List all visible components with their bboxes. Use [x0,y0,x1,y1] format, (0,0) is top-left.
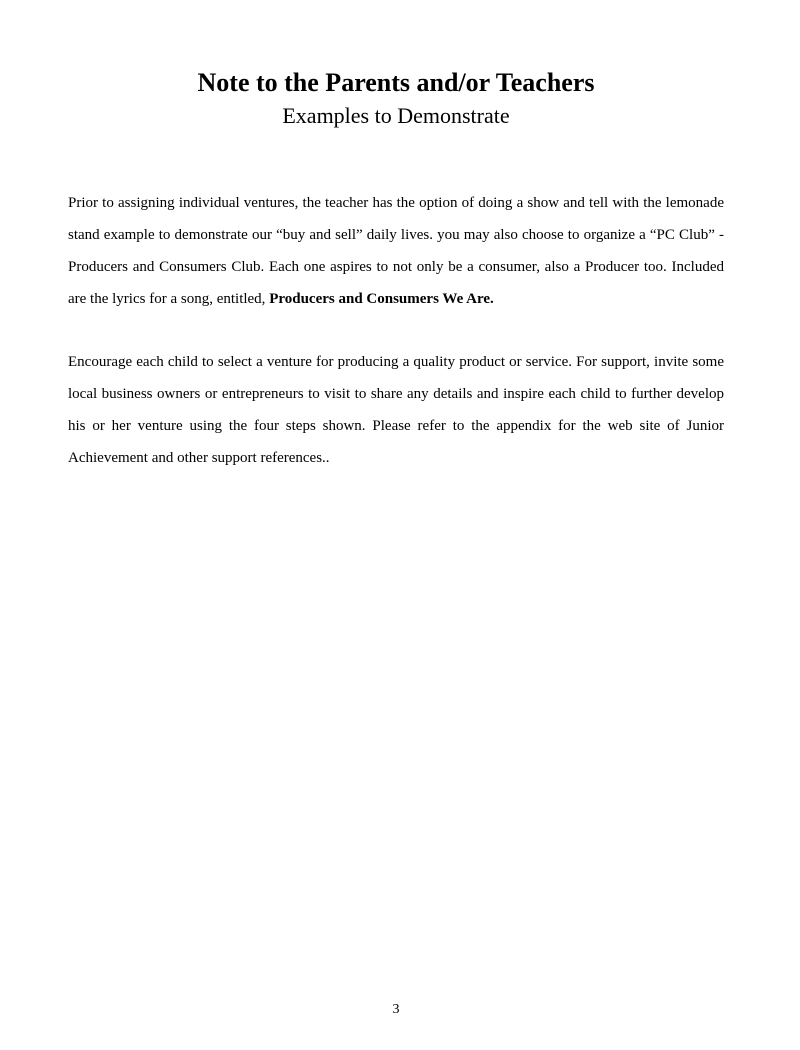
page-title: Note to the Parents and/or Teachers [197,68,595,97]
page-number: 3 [392,1002,400,1017]
paragraph-encourage: Encourage each child to select a venture for producing a quality product or service. For support, invite some local business owners or entrepreneurs to visit to share any details and inspire each child to further develop his or her venture using the four steps shown. Please refer to the appendix for the web site of Junior Achievement and other support references.. [68,354,724,466]
page-subtitle: Examples to Demonstrate [282,103,510,128]
song-title: Producers and Consumers We Are. [269,291,494,307]
paragraph-intro [68,187,724,315]
paragraph-intro-text: Prior to assigning individual ventures, the teacher has the option of doing a show and tell with the lemonade stand example to demonstrate our “buy and sell” daily lives. you may also choose to organize a “PC Club” - Producers and Consumers Club. Each one aspires to not only be a consumer, also a Producer too. Included are the lyrics for a song, entitled, [68,195,724,307]
